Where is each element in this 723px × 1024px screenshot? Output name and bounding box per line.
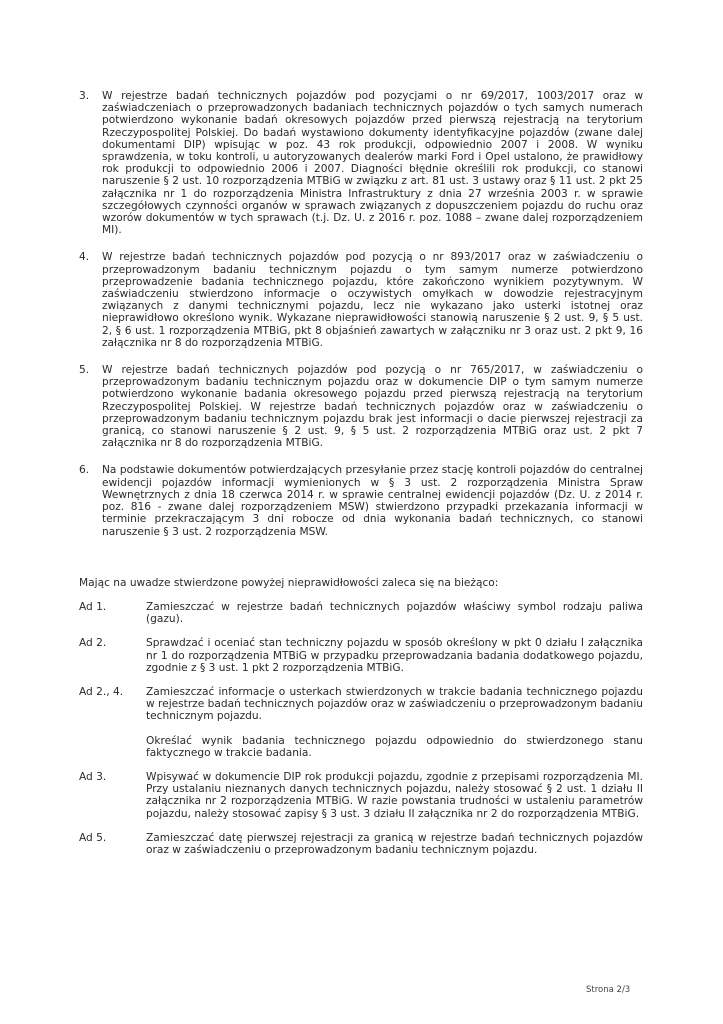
recommendation-text: Wpisywać w dokumencie DIP rok produkcji pojazdu, zgodnie z przepisami rozporządzenia MI. Przy ustalaniu nieznanych danych technicznych pojazdu, należy stosować § 2 ust. 1 działu II załącznika nr 2 rozporządzenia MTBiG. W razie powstania trudności w ustaleniu parametrów pojazdu, należy stosować zapisy § 3 ust. 3 działu II załącznika nr 2 do rozporządzenia MTBiG. bbox=[146, 771, 643, 820]
recommendation-item bbox=[79, 832, 643, 856]
finding-item bbox=[79, 364, 643, 449]
recommendation-label: Ad 3. bbox=[79, 771, 107, 784]
recommendation-text: Zamieszczać datę pierwszej rejestracji za granicą w rejestrze badań technicznych pojazdów oraz w zaświadczeniu o przeprowadzonym badaniu technicznym pojazdu. bbox=[146, 831, 643, 857]
recommendation-text: Sprawdzać i oceniać stan techniczny pojazdu w sposób określony w pkt 0 działu I załącznika nr 1 do rozporządzenia MTBiG w przypadku przeprowadzania badania dodatkowego pojazdu, zgodnie z § 3 ust. 1 pkt 2 rozporządzenia MTBiG. bbox=[146, 637, 643, 674]
finding-item bbox=[79, 251, 643, 349]
recommendation-text: Zamieszczać informacje o usterkach stwierdzonych w trakcie badania technicznego pojazdu w rejestrze badań technicznych pojazdów oraz w zaświadczeniu o przeprowadzonym badaniu technicznym pojazdu. bbox=[146, 686, 643, 723]
recommendation-label: Ad 5. bbox=[79, 831, 107, 844]
finding-item bbox=[79, 464, 643, 537]
recommendation-item bbox=[79, 601, 643, 625]
item-text: W rejestrze badań technicznych pojazdów pod pozycją o nr 765/2017, w zaświadczeniu o przeprowadzonym badaniu technicznym pojazdu oraz w dokumencie DIP o tym samym numerze potwierdzono wykonanie badania okresowego pojazdu przed pierwszą rejestracją na terytorium Rzeczypospolitej Polskiej. W rejestrze badań technicznych pojazdów oraz w zaświadczeniu o przeprowadzonym badaniu technicznym pojazdu brak jest informacji o dacie pierwszej rejestracji za granicą, co stanowi naruszenie § 2 ust. 9, § 5 ust. 2 rozporządzenia MTBiG oraz ust. 2 pkt 7 załącznika nr 8 do rozporządzenia MTBiG. bbox=[102, 364, 643, 450]
item-number: 3. bbox=[79, 90, 90, 102]
recommendation-label: Ad 1. bbox=[79, 601, 107, 613]
recommendations-list bbox=[79, 601, 643, 868]
recommendation-text: Określać wynik badania technicznego pojazdu odpowiednio do stwierdzonego stanu faktycznego w trakcie badania. bbox=[146, 734, 643, 759]
item-number: 6. bbox=[79, 464, 90, 477]
recommendation-item bbox=[79, 771, 643, 820]
item-text: Na podstawie dokumentów potwierdzających przesyłanie przez stację kontroli pojazdów do centralnej ewidencji pojazdów informacji wymienionych w § 3 ust. 2 rozporządzenia Ministra Spraw Wewnętrznych z dnia 18 czerwca 2014 r. w sprawie centralnej ewidencji pojazdów (Dz. U. z 2014 r. poz. 816 - zwane dalej rozporządzeniem MSW) stwierdzono przypadki przekazania informacji w terminie przekraczającym 3 dni robocze od dnia wykonania badań technicznych, co stanowi naruszenie § 3 ust. 2 rozporządzenia MSW. bbox=[102, 464, 643, 538]
item-number: 5. bbox=[79, 364, 90, 377]
finding-item bbox=[79, 90, 643, 236]
recommendations-intro: Mając na uwadze stwierdzone powyżej nieprawidłowości zaleca się na bieżąco: bbox=[79, 577, 499, 589]
page-number: Strona 2/3 bbox=[586, 985, 631, 995]
recommendation-label: Ad 2., 4. bbox=[79, 686, 124, 699]
item-text: W rejestrze badań technicznych pojazdów pod pozycjami o nr 69/2017, 1003/2017 oraz w zaświadczeniach o przeprowadzonych badaniach technicznych pojazdów o tych samych numerach potwierdzono wykonanie badań okresowych pojazdów przed pierwszą rejestracją na terytorium Rzeczypospolitej Polskiej. Do badań wystawiono dokumenty identyfikacyjne pojazdów (zwane dalej dokumentami DIP) wpisując w poz. 43 rok produkcji, odpowiednio 2007 i 2008. W wyniku sprawdzenia, w toku kontroli, u autoryzowanych dealerów marki Ford i Opel ustalono, że prawidłowy rok produkcji to odpowiednio 2006 i 2007. Diagności błędnie określili rok produkcji, co stanowi naruszenie § 2 ust. 10 rozporządzenia MTBiG w związku z art. 81 ust. 3 ustawy oraz § 11 ust. 2 pkt 25 załącznika nr 1 do rozporządzenia Ministra Infrastruktury z dnia 27 września 2003 r. w sprawie szczegółowych czynności organów w sprawach związanych z dopuszczeniem pojazdu do ruchu oraz wzorów dokumentów w tych sprawach (t.j. Dz. U. z 2016 r. poz. 1088 – zwane dalej rozporządzeniem MI). bbox=[102, 90, 643, 237]
findings-list bbox=[79, 90, 643, 553]
recommendation-item bbox=[79, 637, 643, 674]
recommendation-item bbox=[79, 686, 643, 759]
item-number: 4. bbox=[79, 251, 90, 264]
recommendation-text: Zamieszczać w rejestrze badań technicznych pojazdów właściwy symbol rodzaju paliwa (gazu). bbox=[146, 601, 643, 626]
recommendation-label: Ad 2. bbox=[79, 637, 107, 650]
item-text: W rejestrze badań technicznych pojazdów pod pozycją o nr 893/2017 oraz w zaświadczeniu o przeprowadzonym badaniu technicznym pojazdu o tym samym numerze potwierdzono przeprowadzenie badania technicznego pojazdu, które zakończono wynikiem pozytywnym. W zaświadczeniu stwierdzono informacje o oczywistych omyłkach w dowodzie rejestracyjnym związanych z danymi technicznymi pojazdu, lecz nie wykazano jako usterki istotnej oraz nieprawidłowo określono wynik. Wykazane nieprawidłowości stanowią naruszenie § 2 ust. 9, § 5 ust. 2, § 6 ust. 1 rozporządzenia MTBiG, pkt 8 objaśnień zawartych w załączniku nr 3 oraz ust. 2 pkt 9, 16 załącznika nr 8 do rozporządzenia MTBiG. bbox=[102, 251, 643, 349]
